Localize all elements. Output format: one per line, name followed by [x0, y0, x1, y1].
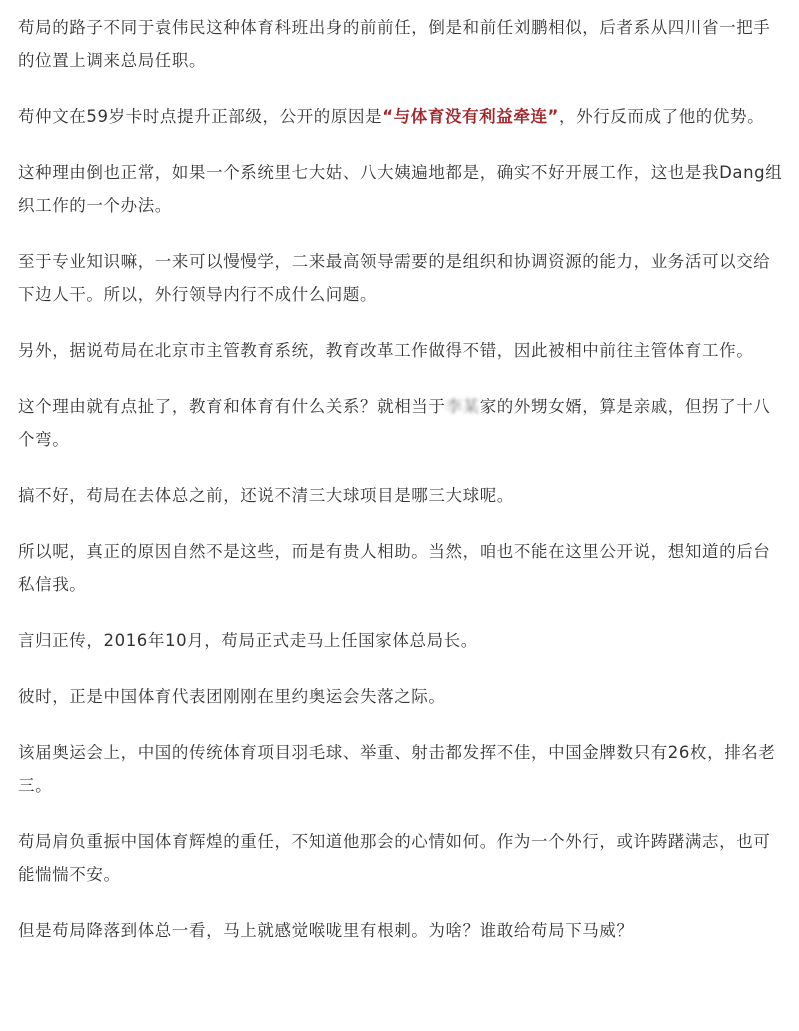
- paragraph-2: [18, 100, 786, 133]
- paragraph-2-tail: ，外行反而成了他的优势。: [559, 107, 765, 126]
- paragraph-11: 该届奥运会上，中国的传统体育项目羽毛球、举重、射击都发挥不佳，中国金牌数只有26枚，排名老三。: [18, 743, 776, 795]
- paragraph-9: 言归正传，2016年10月，苟局正式走马上任国家体总局长。: [18, 631, 478, 650]
- paragraph-10: 彼时，正是中国体育代表团刚刚在里约奥运会失落之际。: [18, 687, 446, 706]
- paragraph-6-lead: 这个理由就有点扯了，教育和体育有什么关系？就相当于: [18, 397, 446, 416]
- paragraph-2-lead: 苟仲文在59岁卡时点提升正部级，公开的原因是: [18, 107, 383, 126]
- paragraph-12: 苟局肩负重振中国体育辉煌的重任，不知道他那会的心情如何。作为一个外行，或许踌躇满志，也可能惴惴不安。: [18, 832, 771, 884]
- paragraph-6: [18, 390, 786, 456]
- paragraph-5: 另外，据说苟局在北京市主管教育系统，教育改革工作做得不错，因此被相中前往主管体育工作。: [18, 341, 754, 360]
- highlighted-quote: “与体育没有利益牵连”: [382, 107, 559, 126]
- blurred-name: 李某: [445, 397, 480, 416]
- paragraph-13: 但是苟局降落到体总一看，马上就感觉喉咙里有根刺。为啥？谁敢给苟局下马威？: [18, 921, 634, 940]
- article-body: [18, 11, 786, 970]
- paragraph-3: 这种理由倒也正常，如果一个系统里七大姑、八大姨遍地都是，确实不好开展工作，这也是我Dang组织工作的一个办法。: [18, 163, 783, 215]
- paragraph-8: 所以呢，真正的原因自然不是这些，而是有贵人相助。当然，咱也不能在这里公开说，想知道的后台私信我。: [18, 542, 771, 594]
- paragraph-6-tail: 家的外甥女婿，算是亲戚，但拐了十八个弯。: [18, 397, 771, 449]
- paragraph-4: 至于专业知识嘛，一来可以慢慢学，二来最高领导需要的是组织和协调资源的能力，业务活可以交给下边人干。所以，外行领导内行不成什么问题。: [18, 252, 771, 304]
- paragraph-7: 搞不好，苟局在去体总之前，还说不清三大球项目是哪三大球呢。: [18, 486, 514, 505]
- paragraph-1: 苟局的路子不同于袁伟民这种体育科班出身的前前任，倒是和前任刘鹏相似，后者系从四川省一把手的位置上调来总局任职。: [18, 18, 771, 70]
